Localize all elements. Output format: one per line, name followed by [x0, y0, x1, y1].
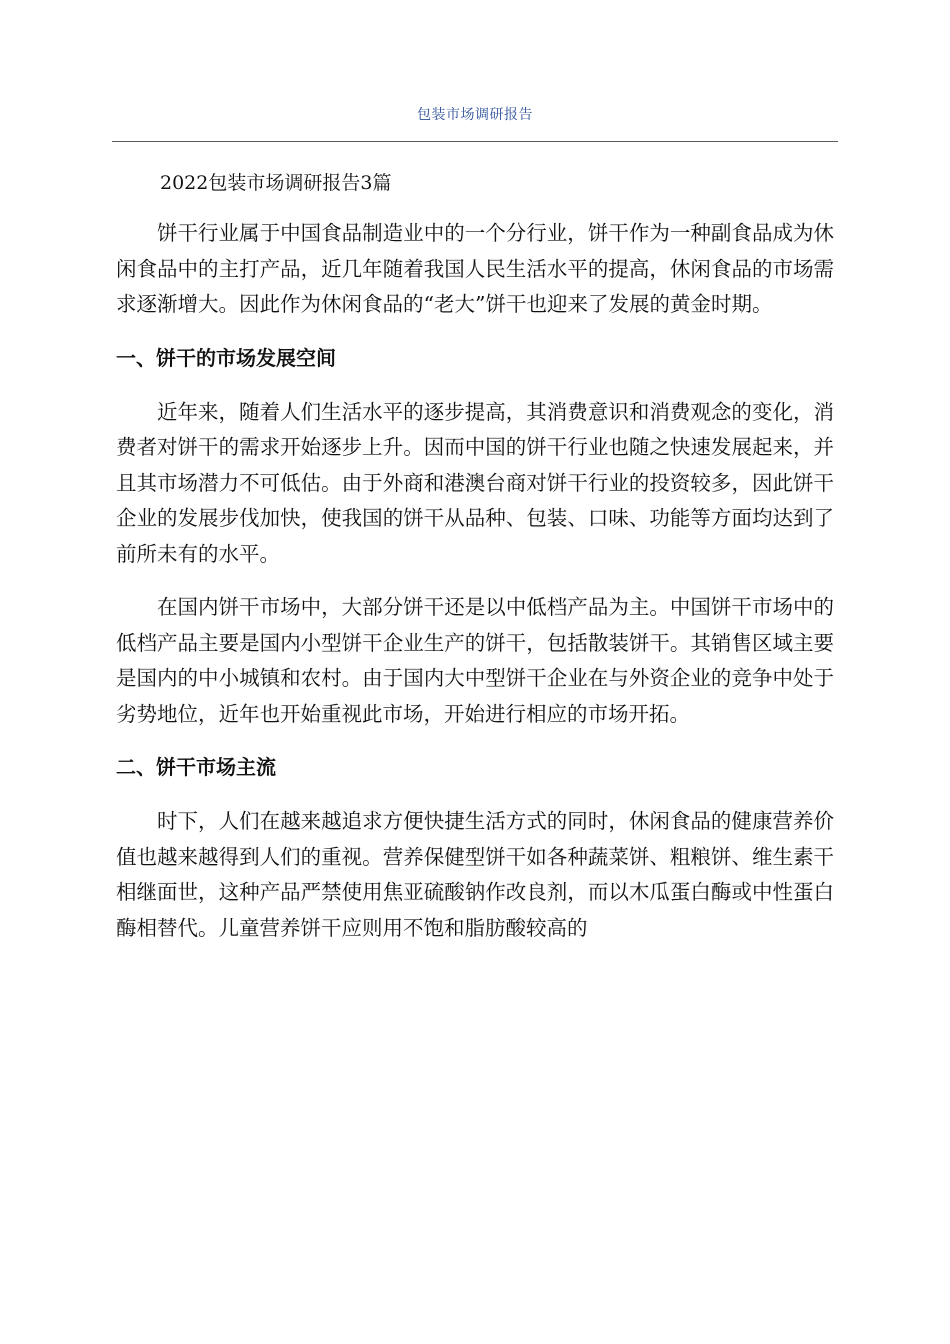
- section-heading-2: 二、饼干市场主流: [116, 755, 276, 779]
- document-title: 2022包装市场调研报告3篇: [160, 172, 392, 194]
- section-heading-1: 一、饼干的市场发展空间: [116, 345, 336, 370]
- section-1-paragraph-2: 在国内饼干市场中，大部分饼干还是以中低档产品为主。中国饼干市场中的低档产品主要是国内小型饼干企业生产的饼干，包括散装饼干。其销售区域主要是国内的中小城镇和农村。由于国内大中型饼干企业在与外资企业的竞争中处于劣势地位，近年也开始重视此市场，开始进行相应的市场开拓。: [116, 595, 834, 726]
- intro-paragraph: 饼干行业属于中国食品制造业中的一个分行业，饼干作为一种副食品成为休闲食品中的主打产品，近几年随着我国人民生活水平的提高，休闲食品的市场需求逐渐增大。因此作为休闲食品的“老大”饼干也迎来了发展的黄金时期。: [116, 221, 834, 316]
- section-2-paragraph-1: 时下，人们在越来越追求方便快捷生活方式的同时，休闲食品的健康营养价值也越来越得到人们的重视。营养保健型饼干如各种蔬菜饼、粗粮饼、维生素干相继面世，这种产品严禁使用焦亚硫酸钠作改良剂，而以木瓜蛋白酶或中性蛋白酶相替代。儿童营养饼干应则用不饱和脂肪酸较高的: [116, 809, 834, 940]
- header-divider: [112, 141, 838, 142]
- section-1-paragraph-1: 近年来，随着人们生活水平的逐步提高，其消费意识和消费观念的变化，消费者对饼干的需求开始逐步上升。因而中国的饼干行业也随之快速发展起来，并且其市场潜力不可低估。由于外商和港澳台商对饼干行业的投资较多，因此饼干企业的发展步伐加快，使我国的饼干从品种、包装、口味、功能等方面均达到了前所未有的水平。: [116, 399, 834, 566]
- document-body: [116, 166, 834, 964]
- running-header: 包装市场调研报告: [417, 107, 533, 123]
